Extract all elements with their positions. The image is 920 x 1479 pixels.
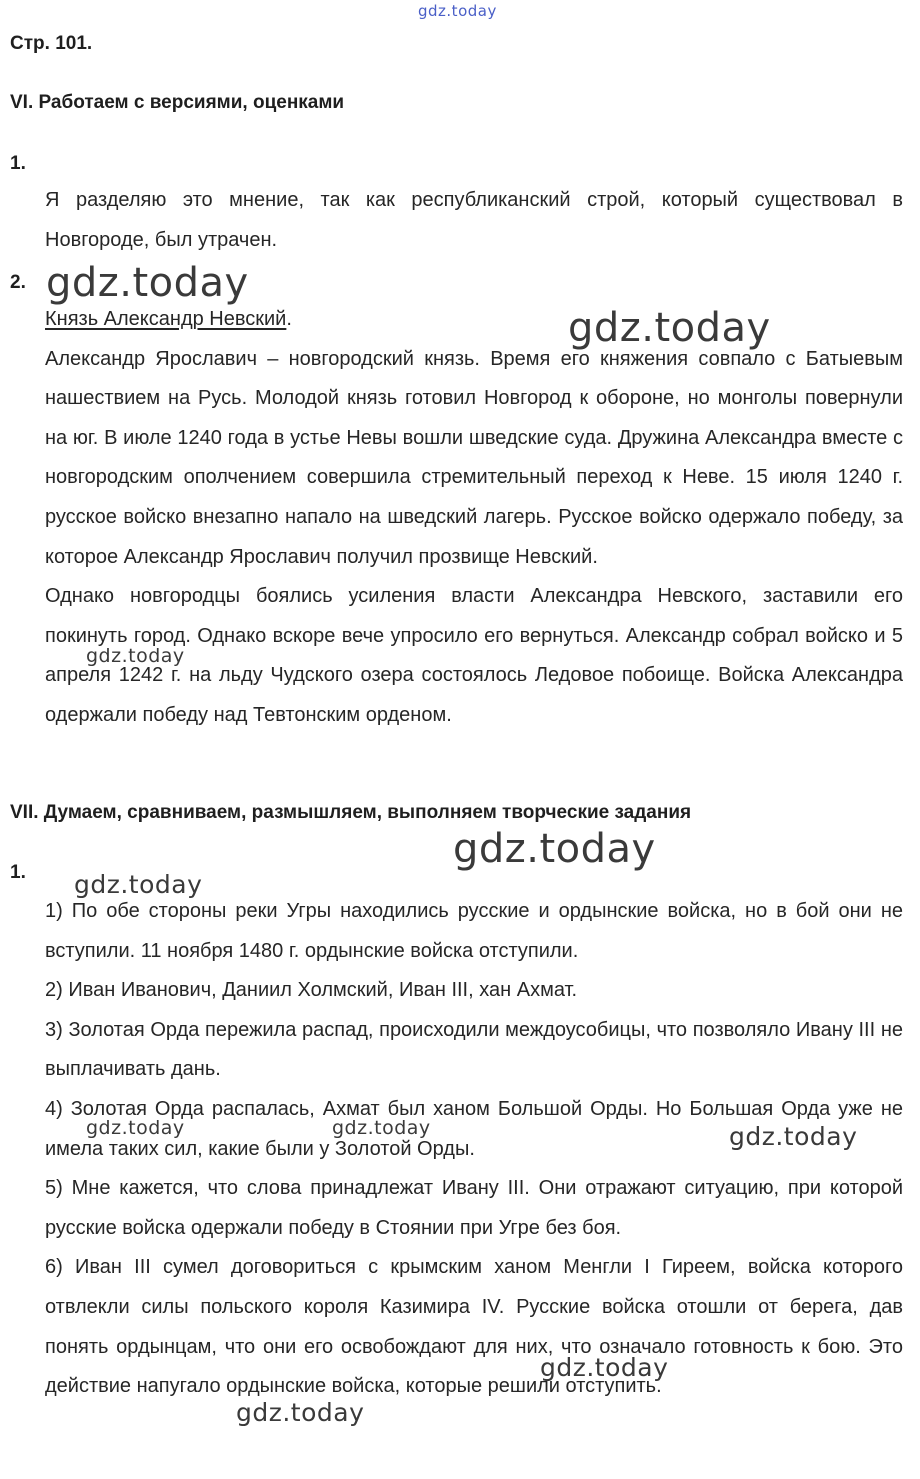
watermark: gdz.today [86,645,185,667]
watermark: gdz.today [453,826,656,872]
watermark: gdz.today [46,260,249,306]
paragraph: Однако новгородцы боялись усиления власти Александра Невского, заставили его покинуть город. Однако вскоре вече упросило его вернуться. Александр собрал войско и 5 апреля 1242 г. на льду Чудского озера состоялось Ледовое побоище. Войска Александра одержали победу над Тевтонским орденом. [45,585,903,726]
paragraph: 1) По обе стороны реки Угры находились русские и ордынские войска, но в бой они не вступили. 11 ноября 1480 г. ордынские войска отступили. [45,900,903,962]
paragraph: 3) Золотая Орда пережила распад, происходили междоусобицы, что позволяло Ивану III не выплачивать дань. [45,1018,903,1081]
page-reference: Стр. 101. [10,33,93,54]
watermark: gdz.today [74,870,203,899]
paragraph: 6) Иван III сумел договориться с крымским ханом Менгли I Гиреем, войска которого отвлекли силы польского короля Казимира IV. Русские войска отошли от берега, дав понять ордынцам, что они его освобождают для них, что означало готовность к бою. Это действие напугало ордынские войска, которые решили отступить. [45,1256,903,1398]
paragraph: 4) Золотая Орда распалась, Ахмат был ханом Большой Орды. Но Большая Орда уже не имела таких сил, какие были у Золотой Орды. [45,1097,903,1160]
question-number: 1. [10,862,26,883]
watermark: gdz.today [540,1353,669,1382]
watermark: gdz.today [729,1122,858,1151]
watermark: gdz.today [568,305,771,351]
section-title-vi: VI. Работаем с версиями, оценками [10,92,345,113]
question-number: 1. [10,153,26,174]
watermark: gdz.today [332,1117,431,1139]
topic-line [45,300,903,340]
paragraph: 5) Мне кажется, что слова принадлежат Ивану III. Они отражают ситуацию, при которой русские войска одержали победу в Стоянии при Угре без боя. [45,1177,903,1239]
paragraph: Я разделяю это мнение, так как республиканский строй, который существовал в Новгороде, был утрачен. [45,189,903,251]
answer-text [45,300,903,736]
answer-text [45,892,903,1407]
topic-suffix: . [286,308,292,330]
paragraph: Александр Ярославич – новгородский князь. Время его княжения совпало с Батыевым нашествием на Русь. Молодой князь готовил Новгород к обороне, но монголы повернули на юг. В июле 1240 года в устье Невы вошли шведские суда. Дружина Александра вместе с новгородским ополчением совершила стремительный переход к Неве. 15 июля 1240 г. русское войско внезапно напало на шведский лагерь. Русское войско одержало победу, за которое Александр Ярославич получил прозвище Невский. [45,347,903,568]
paragraph: 2) Иван Иванович, Даниил Холмский, Иван III, хан Ахмат. [45,979,578,1002]
answer-text [45,181,903,260]
section-title-vii: VII. Думаем, сравниваем, размышляем, выполняем творческие задания [10,802,692,823]
watermark: gdz.today [86,1117,185,1139]
watermark: gdz.today [418,2,497,20]
watermark: gdz.today [236,1398,365,1427]
topic-title: Князь Александр Невский [45,308,287,330]
question-number: 2. [10,272,26,293]
